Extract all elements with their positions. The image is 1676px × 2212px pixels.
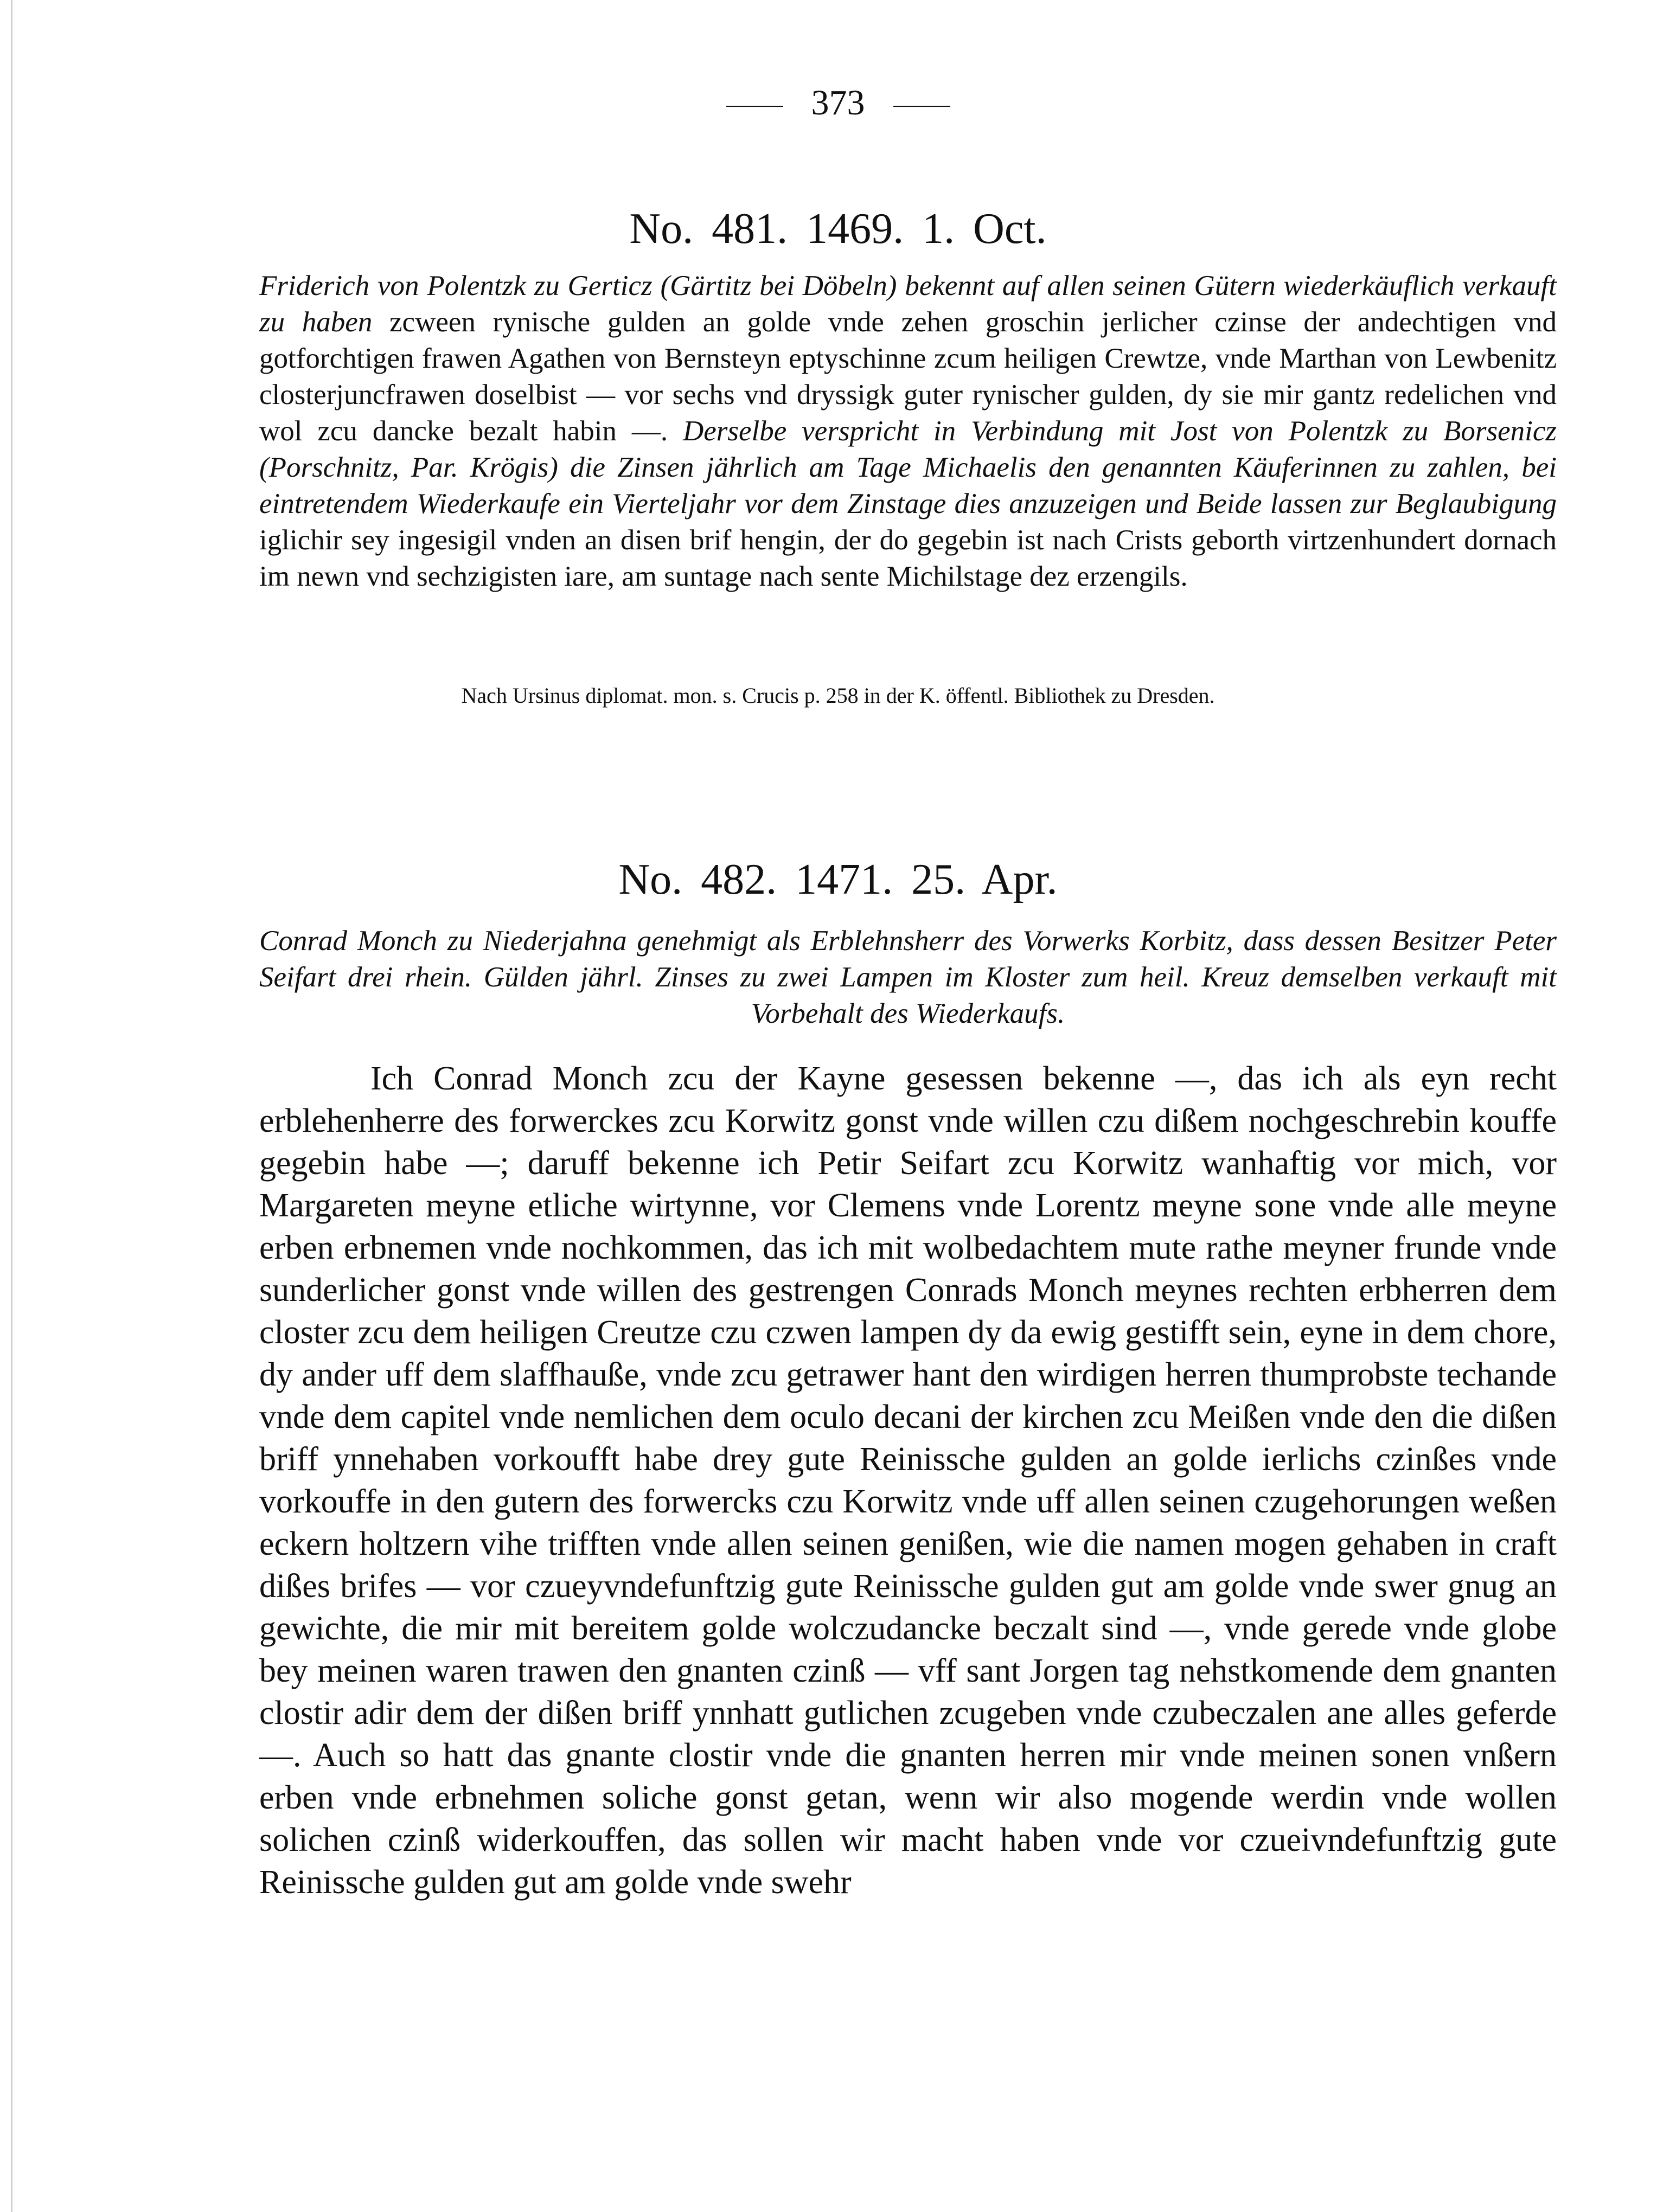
page-edge-line	[11, 0, 12, 2212]
document-481-source-note: Nach Ursinus diplomat. mon. s. Crucis p. 258 in der K. öffentl. Bibliothek zu Dresden.	[461, 683, 1215, 708]
document-481-summary-italic-1: Friderich von Polentzk zu Gerticz (Gärtitz bei Döbeln) bekennt auf allen seinen Gütern wiederkäuflich verkauft zu haben	[259, 270, 1557, 338]
document-481-summary-italic-2: Derselbe verspricht in Verbindung mit Jost von Polentzk zu Borsenicz (Porschnitz, Par. Krögis) die Zinsen jährlich am Tage Michaelis den genannten Käuferinnen zu zahlen, bei eintretendem Wiederkaufe ein Vierteljahr vor dem Zinstage dies anzuzeigen und Beide lassen zur Beglaubigung	[259, 415, 1557, 520]
left-dash	[726, 106, 783, 107]
document-482-heading: No. 482. 1471. 25. Apr.	[618, 856, 1058, 903]
document-481-heading: No. 481. 1469. 1. Oct.	[629, 205, 1047, 253]
document-481-summary	[259, 268, 1557, 595]
document-482-text: Ich Conrad Monch zcu der Kayne gesessen bekenne —, das ich als eyn recht erblehenherre des forwerckes zcu Korwitz gonst vnde willen czu dißem nochgeschrebin kouffe gegebin habe —; daruff bekenne ich Petir Seifart zcu Korwitz wanhaftig vor mich, vor Margareten meyne etliche wirtynne, vor Clemens vnde Lorentz meyne sone vnde alle meyne erben erbnemen vnde nochkommen, das ich mit wolbedachtem mute rathe meyner frunde vnde sunderlicher gonst vnde willen des gestrengen Conrads Monch meynes rechten erbherren dem closter zcu dem heiligen Creutze czu czwen lampen dy da ewig gestifft sein, eyne in dem chore, dy ander uff dem slaffhauße, vnde zcu getrawer hant den wirdigen herren thumprobste techande vnde dem capitel vnde nemlichen dem oculo decani der kirchen zcu Meißen vnde den die dißen briff ynnehaben vorkoufft habe drey gute Reinissche gulden an golde ierlichs czinßes vnde vorkouffe in den gutern des forwercks czu Korwitz vnde uff allen seinen czugehorungen weßen eckern holtzern vihe trifften vnde allen seinen genißen, wie die namen mogen gehaben in craft dißes brifes — vor czueyvndefunftzig gute Reinissche gulden gut am golde vnde swer gnug an gewichte, die mir mit bereitem golde wolczudancke beczalt sind —, vnde gerede vnde globe bey meinen waren trawen den gnanten czinß — vff sant Jorgen tag nehstkomende dem gnanten clostir adir dem der dißen briff ynnhatt gutlichen zcugeben vnde czubeczalen ane alles geferde —. Auch so hatt das gnante clostir vnde die gnanten herren mir vnde meinen sonen vnßern erben vnde erbnehmen soliche gonst getan, wenn wir also mogende werdin vnde wollen solichen czinß widerkouffen, das sollen wir macht haben vnde vor czueivndefunftzig gute Reinissche gulden gut am golde vnde swehr	[259, 1060, 1557, 1901]
document-481-summary-quote-1: zcween rynische gulden an golde vnde zehen groschin jerlicher czinse der andechtigen vnd gotforchtigen frawen Agathen von Bernsteyn eptyschinne zcum heiligen Crewtze, vnde Marthan von Lewbenitz closterjuncfrawen doselbist — vor sechs vnd dryssigk guter rynischer gulden, dy sie mir gantz redelichen vnd wol zcu dancke bezalt habin —.	[259, 306, 1557, 447]
page-number: 373	[811, 83, 865, 123]
document-481-summary-quote-2: iglichir sey ingesigil vnden an disen brif hengin, der do gegebin ist nach Crists geborth virtzenhundert dornach im newn vnd sechzigisten iare, am suntage nach sente Michilstage dez erzengils.	[259, 524, 1557, 592]
right-dash	[893, 106, 950, 107]
document-482-regest: Conrad Monch zu Niederjahna genehmigt als Erblehnsherr des Vorwerks Korbitz, dass dessen Besitzer Peter Seifart drei rhein. Gülden jährl. Zinses zu zwei Lampen im Kloster zum heil. Kreuz demselben verkauft mit Vorbehalt des Wiederkaufs.	[259, 925, 1557, 1029]
page-header	[0, 81, 1676, 125]
